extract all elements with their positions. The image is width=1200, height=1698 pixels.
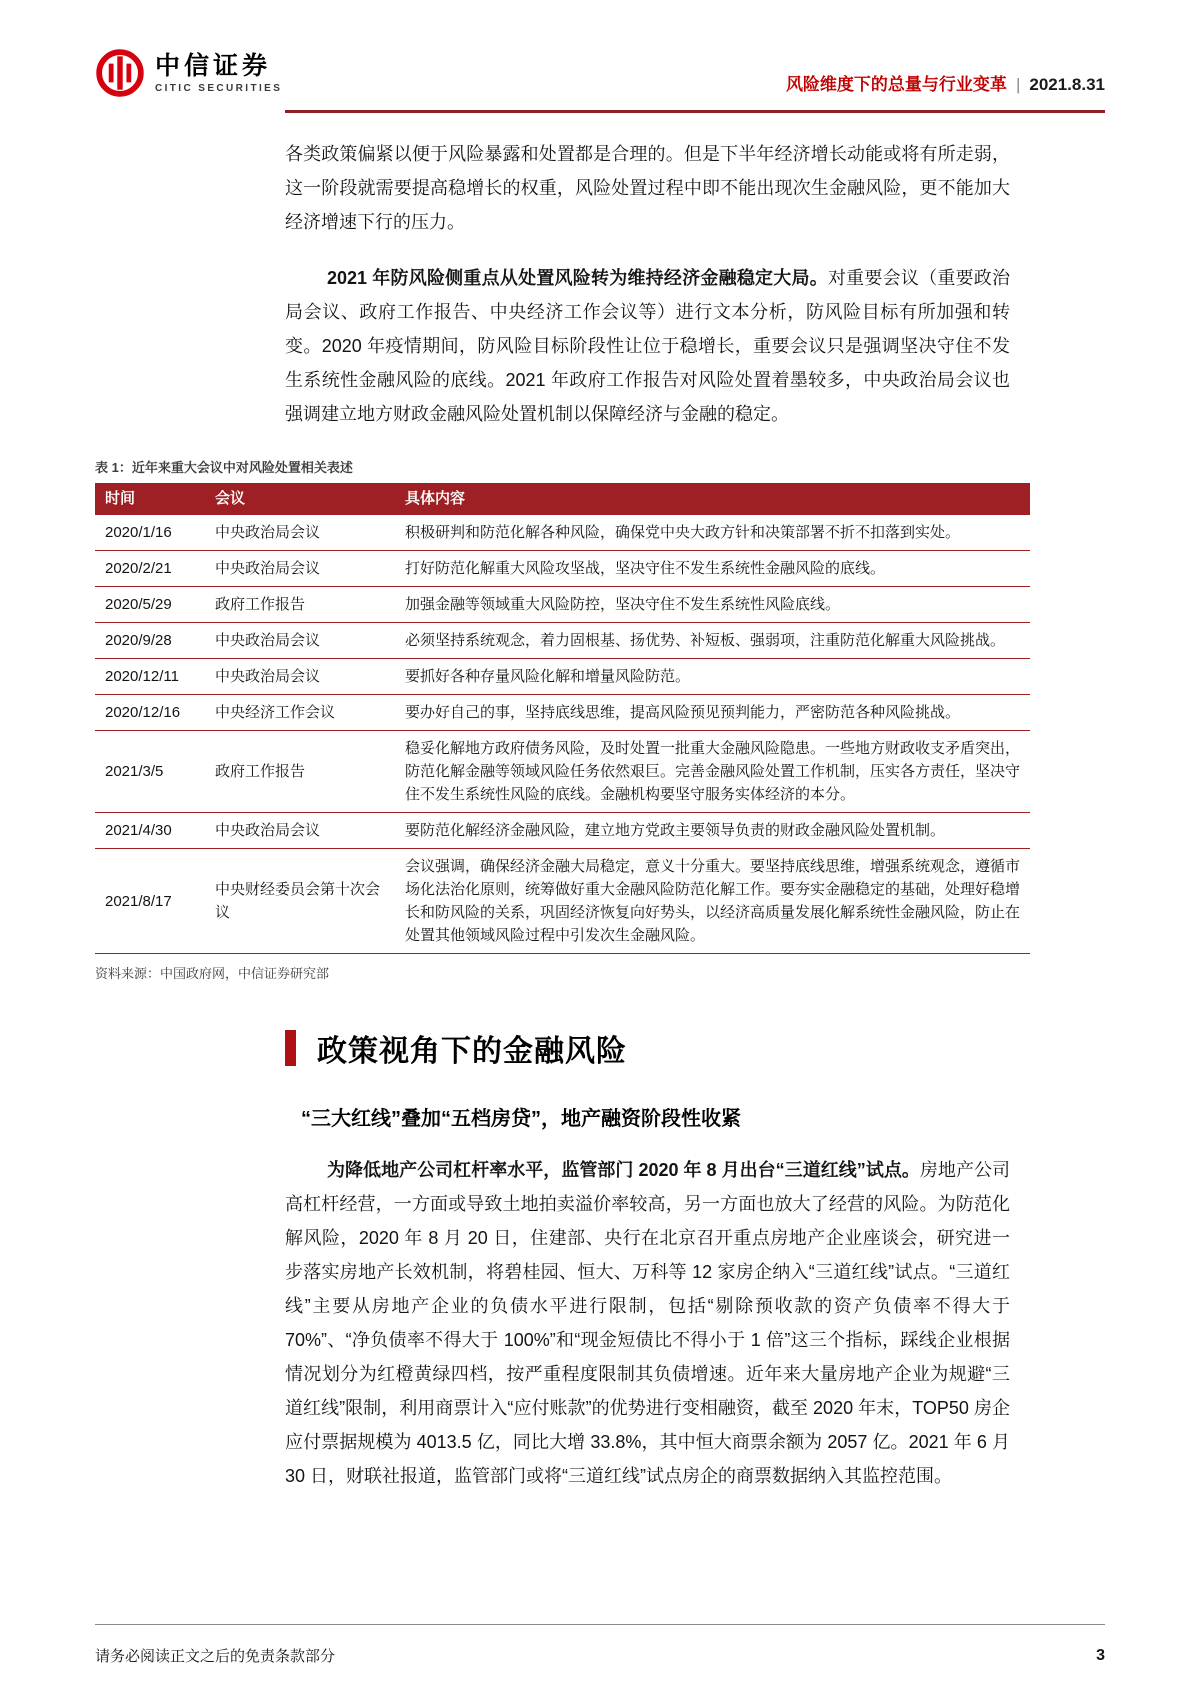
row-meeting: 中央财经委员会第十次会议 xyxy=(205,849,395,954)
row-meeting: 中央政治局会议 xyxy=(205,515,395,551)
footer-disclaimer: 请务必阅读正文之后的免责条款部分 xyxy=(95,1648,336,1665)
brand xyxy=(95,48,282,98)
section-title: 政策视角下的金融风险 xyxy=(317,1035,627,1068)
row-meeting: 中央经济工作会议 xyxy=(205,695,395,731)
row-time: 2020/9/28 xyxy=(95,623,205,659)
row-time: 2020/12/16 xyxy=(95,695,205,731)
table-header-row xyxy=(95,483,1030,515)
paragraph-risk-focus xyxy=(285,261,1010,431)
table-row xyxy=(95,515,1030,551)
row-time: 2020/1/16 xyxy=(95,515,205,551)
row-time: 2021/3/5 xyxy=(95,731,205,813)
report-title: 风险维度下的总量与行业变革 xyxy=(785,75,1007,94)
table-row xyxy=(95,849,1030,954)
paragraph-lead: 2021 年防风险侧重点从处置风险转为维持经济金融稳定大局。 xyxy=(327,268,828,288)
table-source: 资料来源：中国政府网，中信证券研究部 xyxy=(95,966,330,981)
policy-table-body xyxy=(95,515,1030,954)
row-content: 必须坚持系统观念，着力固根基、扬优势、补短板、强弱项，注重防范化解重大风险挑战。 xyxy=(395,623,1030,659)
row-meeting: 中央政治局会议 xyxy=(205,659,395,695)
row-content: 要防范化解经济金融风险，建立地方党政主要领导负责的财政金融风险处置机制。 xyxy=(395,813,1030,849)
table-caption: 表 1：近年来重大会议中对风险处置相关表述 xyxy=(95,460,353,475)
row-content: 稳妥化解地方政府债务风险，及时处置一批重大金融风险隐患。一些地方财政收支矛盾突出，防范化解金融等领域风险任务依然艰巨。完善金融风险处置工作机制，压实各方责任，坚决守住不发生系统性风险的底线。金融机构要坚守服务实体经济的本分。 xyxy=(395,731,1030,813)
col-header-content: 具体内容 xyxy=(395,483,1030,515)
page-number: 3 xyxy=(1096,1646,1105,1664)
row-time: 2021/8/17 xyxy=(95,849,205,954)
col-header-time: 时间 xyxy=(95,483,205,515)
row-content: 打好防范化解重大风险攻坚战，坚决守住不发生系统性金融风险的底线。 xyxy=(395,551,1030,587)
row-content: 会议强调，确保经济金融大局稳定，意义十分重大。要坚持底线思维，增强系统观念，遵循市场化法治化原则，统筹做好重大金融风险防范化解工作。要夯实金融稳定的基础，处理好稳增长和防风险的关系，巩固经济恢复向好势头，以经济高质量发展化解系统性金融风险，防止在处置其他领域风险过程中引发次生金融风险。 xyxy=(395,849,1030,954)
row-meeting: 政府工作报告 xyxy=(205,587,395,623)
row-time: 2020/5/29 xyxy=(95,587,205,623)
footer-rule xyxy=(95,1624,1105,1625)
table-row xyxy=(95,731,1030,813)
report-date: 2021.8.31 xyxy=(1029,75,1105,94)
header-meta xyxy=(786,70,1105,95)
citic-logo-icon xyxy=(95,48,145,98)
subsection-title: “三大红线”叠加“五档房贷”，地产融资阶段性收紧 xyxy=(301,1108,741,1130)
page-footer xyxy=(95,1624,1105,1666)
row-time: 2020/2/21 xyxy=(95,551,205,587)
paragraph-continuation: 各类政策偏紧以便于风险暴露和处置都是合理的。但是下半年经济增长动能或将有所走弱，这一阶段就需要提高稳增长的权重，风险处置过程中即不能出现次生金融风险，更不能加大经济增速下行的压力。 xyxy=(285,144,1010,232)
row-time: 2020/12/11 xyxy=(95,659,205,695)
row-content: 加强金融等领域重大风险防控，坚决守住不发生系统性风险底线。 xyxy=(395,587,1030,623)
table-row xyxy=(95,551,1030,587)
paragraph-text: 房地产公司高杠杆经营，一方面或导致土地拍卖溢价率较高，另一方面也放大了经营的风险。为防范化解风险，2020 年 8 月 20 日，住建部、央行在北京召开重点房地产企业座谈会，研究进一步落实房地产长效机制，将碧桂园、恒大、万科等 12 家房企纳入“三道红线”试点。“三道红线”主要从房地产企业的负债水平进行限制，包括“剔除预收款的资产负债率不得大于 70%”、“净负债率不得大于 100%”和“现金短债比不得小于 1 倍”这三个指标，踩线企业根据情况划分为红橙黄绿四档，按严重程度限制其负债增速。近年来大量房地产企业为规避“三道红线”限制，利用商票计入“应付账款”的优势进行变相融资，截至 2020 年末，TOP50 房企应付票据规模为 4013.5 亿，同比大增 33.8%，其中恒大商票余额为 2057 亿。2021 年 6 月 30 日，财联社报道，监管部门或将“三道红线”试点房企的商票数据纳入其监控范围。 xyxy=(285,1160,1011,1486)
row-meeting: 中央政治局会议 xyxy=(205,551,395,587)
row-time: 2021/4/30 xyxy=(95,813,205,849)
table-block xyxy=(95,457,1105,982)
row-meeting: 中央政治局会议 xyxy=(205,813,395,849)
section-bar-icon xyxy=(285,1030,296,1066)
footer-content xyxy=(95,1645,1105,1666)
row-content: 积极研判和防范化解各种风险，确保党中央大政方针和决策部署不折不扣落到实处。 xyxy=(395,515,1030,551)
brand-name-cn: 中信证券 xyxy=(155,51,272,80)
table-row xyxy=(95,659,1030,695)
policy-table xyxy=(95,483,1030,954)
row-meeting: 中央政治局会议 xyxy=(205,623,395,659)
table-row xyxy=(95,623,1030,659)
row-meeting: 政府工作报告 xyxy=(205,731,395,813)
section-heading xyxy=(285,1026,1105,1070)
row-content: 要抓好各种存量风险化解和增量风险防范。 xyxy=(395,659,1030,695)
brand-name-en: CITIC SECURITIES xyxy=(155,83,283,95)
table-row xyxy=(95,695,1030,731)
header-rule xyxy=(285,110,1105,113)
header-separator: | xyxy=(1015,75,1021,94)
row-content: 要办好自己的事，坚持底线思维，提高风险预见预判能力，严密防范各种风险挑战。 xyxy=(395,695,1030,731)
paragraph-lead: 为降低地产公司杠杆率水平，监管部门 2020 年 8 月出台“三道红线”试点。 xyxy=(327,1160,920,1180)
page-header xyxy=(95,48,1105,98)
col-header-meeting: 会议 xyxy=(205,483,395,515)
table-row xyxy=(95,587,1030,623)
paragraph-text: 对重要会议（重要政治局会议、政府工作报告、中央经济工作会议等）进行文本分析，防风险目标有所加强和转变。2020 年疫情期间，防风险目标阶段性让位于稳增长，重要会议只是强调坚决守住不发生系统性金融风险的底线。2021 年政府工作报告对风险处置着墨较多，中央政治局会议也强调建立地方财政金融风险处置机制以保障经济与金融的稳定。 xyxy=(285,268,1010,424)
paragraph-three-red-lines xyxy=(285,1153,1010,1493)
brand-text xyxy=(155,52,282,95)
table-row xyxy=(95,813,1030,849)
